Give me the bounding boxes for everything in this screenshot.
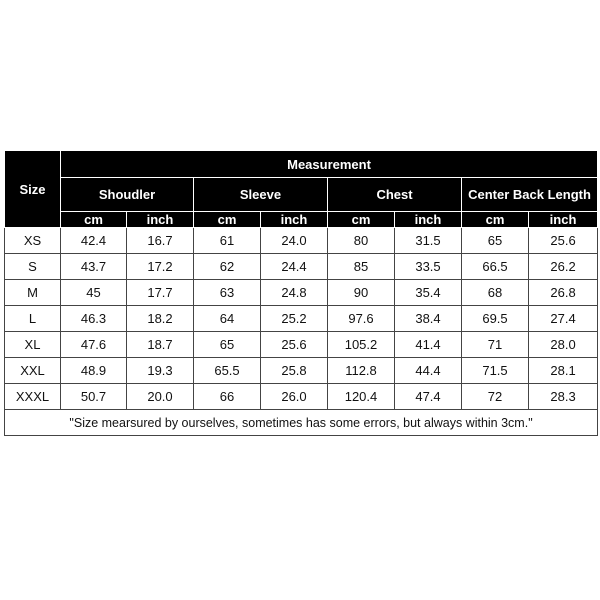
value-cell: 28.0 [529, 332, 598, 358]
value-cell: 18.7 [127, 332, 194, 358]
value-cell: 45 [61, 280, 127, 306]
value-cell: 112.8 [328, 358, 395, 384]
value-cell: 44.4 [395, 358, 462, 384]
size-chart [4, 150, 597, 436]
value-cell: 24.0 [261, 228, 328, 254]
value-cell: 65 [462, 228, 529, 254]
column-header-sleeve: Sleeve [194, 178, 328, 212]
value-cell: 69.5 [462, 306, 529, 332]
value-cell: 62 [194, 254, 261, 280]
value-cell: 17.2 [127, 254, 194, 280]
unit-header-cm: cm [328, 212, 395, 228]
value-cell: 63 [194, 280, 261, 306]
value-cell: 18.2 [127, 306, 194, 332]
value-cell: 66.5 [462, 254, 529, 280]
value-cell: 25.6 [261, 332, 328, 358]
value-cell: 47.6 [61, 332, 127, 358]
value-cell: 24.8 [261, 280, 328, 306]
size-note: "Size mearsured by ourselves, sometimes has some errors, but always within 3cm." [5, 410, 598, 436]
value-cell: 105.2 [328, 332, 395, 358]
unit-header-inch: inch [529, 212, 598, 228]
value-cell: 65 [194, 332, 261, 358]
value-cell: 33.5 [395, 254, 462, 280]
value-cell: 97.6 [328, 306, 395, 332]
value-cell: 48.9 [61, 358, 127, 384]
value-cell: 50.7 [61, 384, 127, 410]
value-cell: 26.8 [529, 280, 598, 306]
value-cell: 26.0 [261, 384, 328, 410]
value-cell: 28.3 [529, 384, 598, 410]
value-cell: 72 [462, 384, 529, 410]
size-header: Size [5, 151, 61, 228]
size-cell: XXL [5, 358, 61, 384]
value-cell: 71.5 [462, 358, 529, 384]
size-cell: XS [5, 228, 61, 254]
table-row [5, 306, 598, 332]
value-cell: 120.4 [328, 384, 395, 410]
value-cell: 65.5 [194, 358, 261, 384]
value-cell: 27.4 [529, 306, 598, 332]
value-cell: 71 [462, 332, 529, 358]
table-row [5, 384, 598, 410]
unit-header-inch: inch [395, 212, 462, 228]
value-cell: 20.0 [127, 384, 194, 410]
value-cell: 46.3 [61, 306, 127, 332]
value-cell: 25.2 [261, 306, 328, 332]
value-cell: 68 [462, 280, 529, 306]
value-cell: 66 [194, 384, 261, 410]
value-cell: 25.8 [261, 358, 328, 384]
value-cell: 43.7 [61, 254, 127, 280]
size-cell: M [5, 280, 61, 306]
value-cell: 42.4 [61, 228, 127, 254]
table-row [5, 280, 598, 306]
size-cell: XXXL [5, 384, 61, 410]
value-cell: 16.7 [127, 228, 194, 254]
value-cell: 64 [194, 306, 261, 332]
value-cell: 19.3 [127, 358, 194, 384]
size-cell: XL [5, 332, 61, 358]
unit-header-cm: cm [462, 212, 529, 228]
unit-header-cm: cm [61, 212, 127, 228]
column-header-shoulder: Shoudler [61, 178, 194, 212]
unit-header-cm: cm [194, 212, 261, 228]
value-cell: 38.4 [395, 306, 462, 332]
value-cell: 41.4 [395, 332, 462, 358]
value-cell: 24.4 [261, 254, 328, 280]
size-cell: L [5, 306, 61, 332]
table-row [5, 254, 598, 280]
value-cell: 25.6 [529, 228, 598, 254]
table-row [5, 228, 598, 254]
size-chart-table [4, 150, 598, 436]
table-row [5, 358, 598, 384]
value-cell: 26.2 [529, 254, 598, 280]
unit-header-inch: inch [127, 212, 194, 228]
size-cell: S [5, 254, 61, 280]
value-cell: 47.4 [395, 384, 462, 410]
value-cell: 90 [328, 280, 395, 306]
column-header-center-back-length: Center Back Length [462, 178, 598, 212]
value-cell: 35.4 [395, 280, 462, 306]
value-cell: 28.1 [529, 358, 598, 384]
table-body [5, 228, 598, 410]
value-cell: 31.5 [395, 228, 462, 254]
table-row [5, 332, 598, 358]
unit-header-inch: inch [261, 212, 328, 228]
value-cell: 61 [194, 228, 261, 254]
measurement-header: Measurement [61, 151, 598, 178]
value-cell: 17.7 [127, 280, 194, 306]
column-header-chest: Chest [328, 178, 462, 212]
value-cell: 85 [328, 254, 395, 280]
value-cell: 80 [328, 228, 395, 254]
